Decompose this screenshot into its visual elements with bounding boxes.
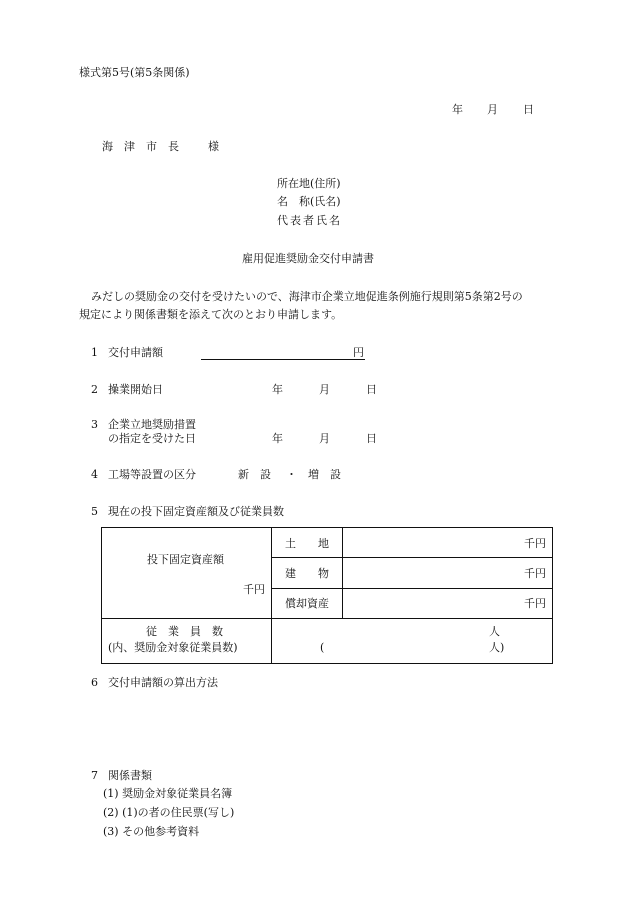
employees-sub-label: (内、奨励金対象従業員数) [108, 641, 238, 654]
building-label: 建 物 [272, 558, 343, 588]
asset-table [101, 527, 553, 664]
employees-sub-open: ( [320, 641, 325, 654]
date-year: 年 [452, 103, 463, 116]
intro-line-1: みだしの奨励金の交付を受けたいので、海津市企業立地促進条例施行規則第5条第2号の [91, 290, 523, 303]
doc-item-2: (2) (1)の者の住民票(写し) [103, 806, 235, 819]
intro-line-2: 規定により関係書類を添えて次のとおり申請します。 [79, 308, 343, 321]
item-1-unit: 円 [353, 346, 364, 359]
item-3-year: 年 [272, 432, 283, 445]
item-1-label: 交付申請額 [108, 346, 163, 359]
form-number: 様式第5号(第5条関係) [79, 66, 190, 79]
applicant-name-label: 名 称(氏名) [277, 195, 341, 208]
item-3-day: 日 [366, 432, 377, 445]
item-3-label-line-2: の指定を受けた日 [108, 432, 196, 445]
item-3-number: 3 [91, 418, 98, 431]
land-label: 土 地 [272, 528, 343, 558]
item-2-day: 日 [366, 383, 377, 396]
building-value[interactable]: 千円 [343, 558, 553, 588]
employees-sub-unit: 人) [489, 641, 505, 654]
item-5-number: 5 [91, 505, 98, 518]
employees-value-cell[interactable] [272, 619, 553, 664]
depreciable-value[interactable]: 千円 [343, 588, 553, 618]
option-new: 新 設 [238, 468, 271, 481]
amount-underline [201, 359, 365, 360]
asset-total-label: 投下固定資産額 [147, 553, 224, 566]
addressee-name: 海 津 市 長 [102, 140, 179, 153]
applicant-address-label: 所在地(住所) [277, 177, 341, 190]
option-add: 増 設 [308, 468, 341, 481]
item-3-label-line-1: 企業立地奨励措置 [108, 418, 196, 431]
item-1-number: 1 [91, 346, 98, 359]
item-4-label: 工場等設置の区分 [108, 468, 196, 481]
item-6-number: 6 [91, 676, 98, 689]
item-2-number: 2 [91, 383, 98, 396]
land-value[interactable]: 千円 [343, 528, 553, 558]
applicant-rep-label: 代表者氏名 [277, 214, 342, 227]
doc-item-3: (3) その他参考資料 [103, 825, 200, 838]
item-4-number: 4 [91, 468, 98, 481]
date-day: 日 [523, 103, 534, 116]
employees-label-cell [102, 619, 272, 664]
item-7-number: 7 [91, 769, 98, 782]
item-2-month: 月 [319, 383, 330, 396]
doc-item-1: (1) 奨励金対象従業員名簿 [103, 787, 233, 800]
item-3-month: 月 [319, 432, 330, 445]
employees-label: 従 業 員 数 [146, 625, 223, 638]
option-separator: ・ [286, 468, 297, 481]
addressee-honorific: 様 [208, 140, 219, 153]
asset-total-unit: 千円 [243, 583, 265, 596]
item-7-label: 関係書類 [108, 769, 152, 782]
item-2-label: 操業開始日 [108, 383, 163, 396]
date-month: 月 [487, 103, 498, 116]
item-6-label: 交付申請額の算出方法 [108, 676, 218, 689]
item-2-year: 年 [272, 383, 283, 396]
employees-unit: 人 [489, 625, 500, 638]
item-5-label: 現在の投下固定資産額及び従業員数 [108, 505, 284, 518]
asset-total-cell [102, 528, 272, 619]
document-title: 雇用促進奨励金交付申請書 [242, 252, 374, 265]
depreciable-label: 償却資産 [272, 588, 343, 618]
